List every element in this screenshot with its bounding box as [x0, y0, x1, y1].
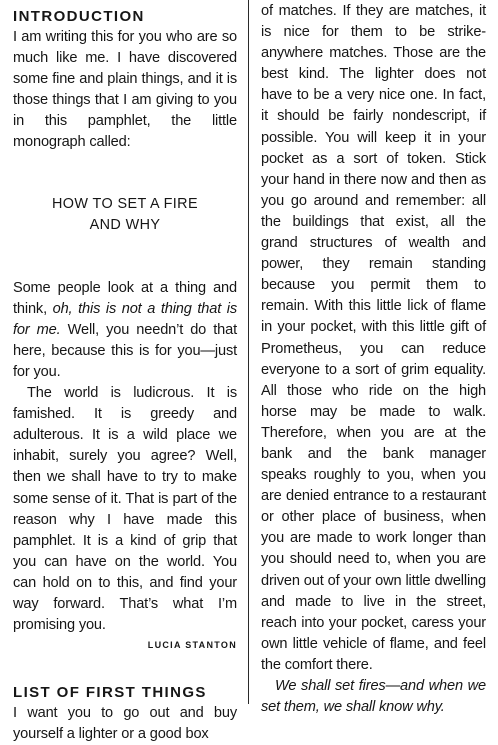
paragraph-some-people	[13, 278, 237, 383]
list-paragraph-continued: of matches. If they are matches, it is nice for them to be strike-anywhere matches. Those are the best kind. The lighter does not have to be a very nice one. In fact, it should be fairly nondescript, if possible. You will keep it in your pocket as a sort of token. Stick your hand in there now and then as you go around and remember: all the buildings that exist, all the grand structures of wealth and power, they remain standing because you permit them to remain. With this little lick of flame in your pocket, with this little gift of Prometheus, you can reduce everyone to a sort of grim equality. All those who ride on the high horse may be made to walk. Therefore, when you are at the bank and the bank manager speaks roughly to you, when you are denied entrance to a restaurant or other place of business, when you are made to work longer than you should need to, when you are driven out of your own little dwelling and made to live in the street, reach into your pocket, caress your own little vehicle of flame, and feel the comfort there.	[261, 3, 486, 673]
pamphlet-title-line-2: AND WHY	[89, 216, 161, 233]
left-column	[13, 0, 237, 745]
attribution: LUCIA STANTON	[147, 640, 237, 651]
list-of-first-things-heading: LIST OF FIRST THINGS	[13, 684, 207, 702]
column-divider	[248, 0, 249, 704]
pamphlet-title	[13, 194, 237, 236]
paragraph-world-ludicrous: The world is ludicrous. It is famished. It is greedy and adulterous. It is a wild place we inhabit, surely you agree? Well, then we shall have to try to make some sense of it. That is part of the reason why I have made this pamphlet. It is a kind of grip that you can have on the world. You can hold on to this, and find your way forward. That’s what I’m promising you.	[13, 385, 237, 634]
closing-line	[261, 676, 486, 718]
introduction-heading: INTRODUCTION	[13, 8, 145, 25]
pamphlet-title-line-1: HOW TO SET A FIRE	[52, 195, 198, 212]
intro-paragraph: I am writing this for you who are so much like me. I have discovered some fine and plain things, and it is those things that I am giving to you in this pamphlet, the little monograph called:	[13, 29, 237, 151]
paragraph-some-people-start: Some people look at a thing and think,	[13, 279, 237, 317]
right-column	[261, 0, 486, 718]
closing-line-text: We shall set fires—and when we set them, we shall know why.	[261, 678, 486, 716]
paragraph-some-people-end: Well, you needn’t do that here, because this is for you—just for you.	[13, 321, 237, 380]
paragraph-some-people-italic: oh, this is not a thing that is for me.	[13, 300, 237, 338]
list-paragraph-start: I want you to go out and buy yourself a lighter or a good box	[13, 705, 237, 743]
